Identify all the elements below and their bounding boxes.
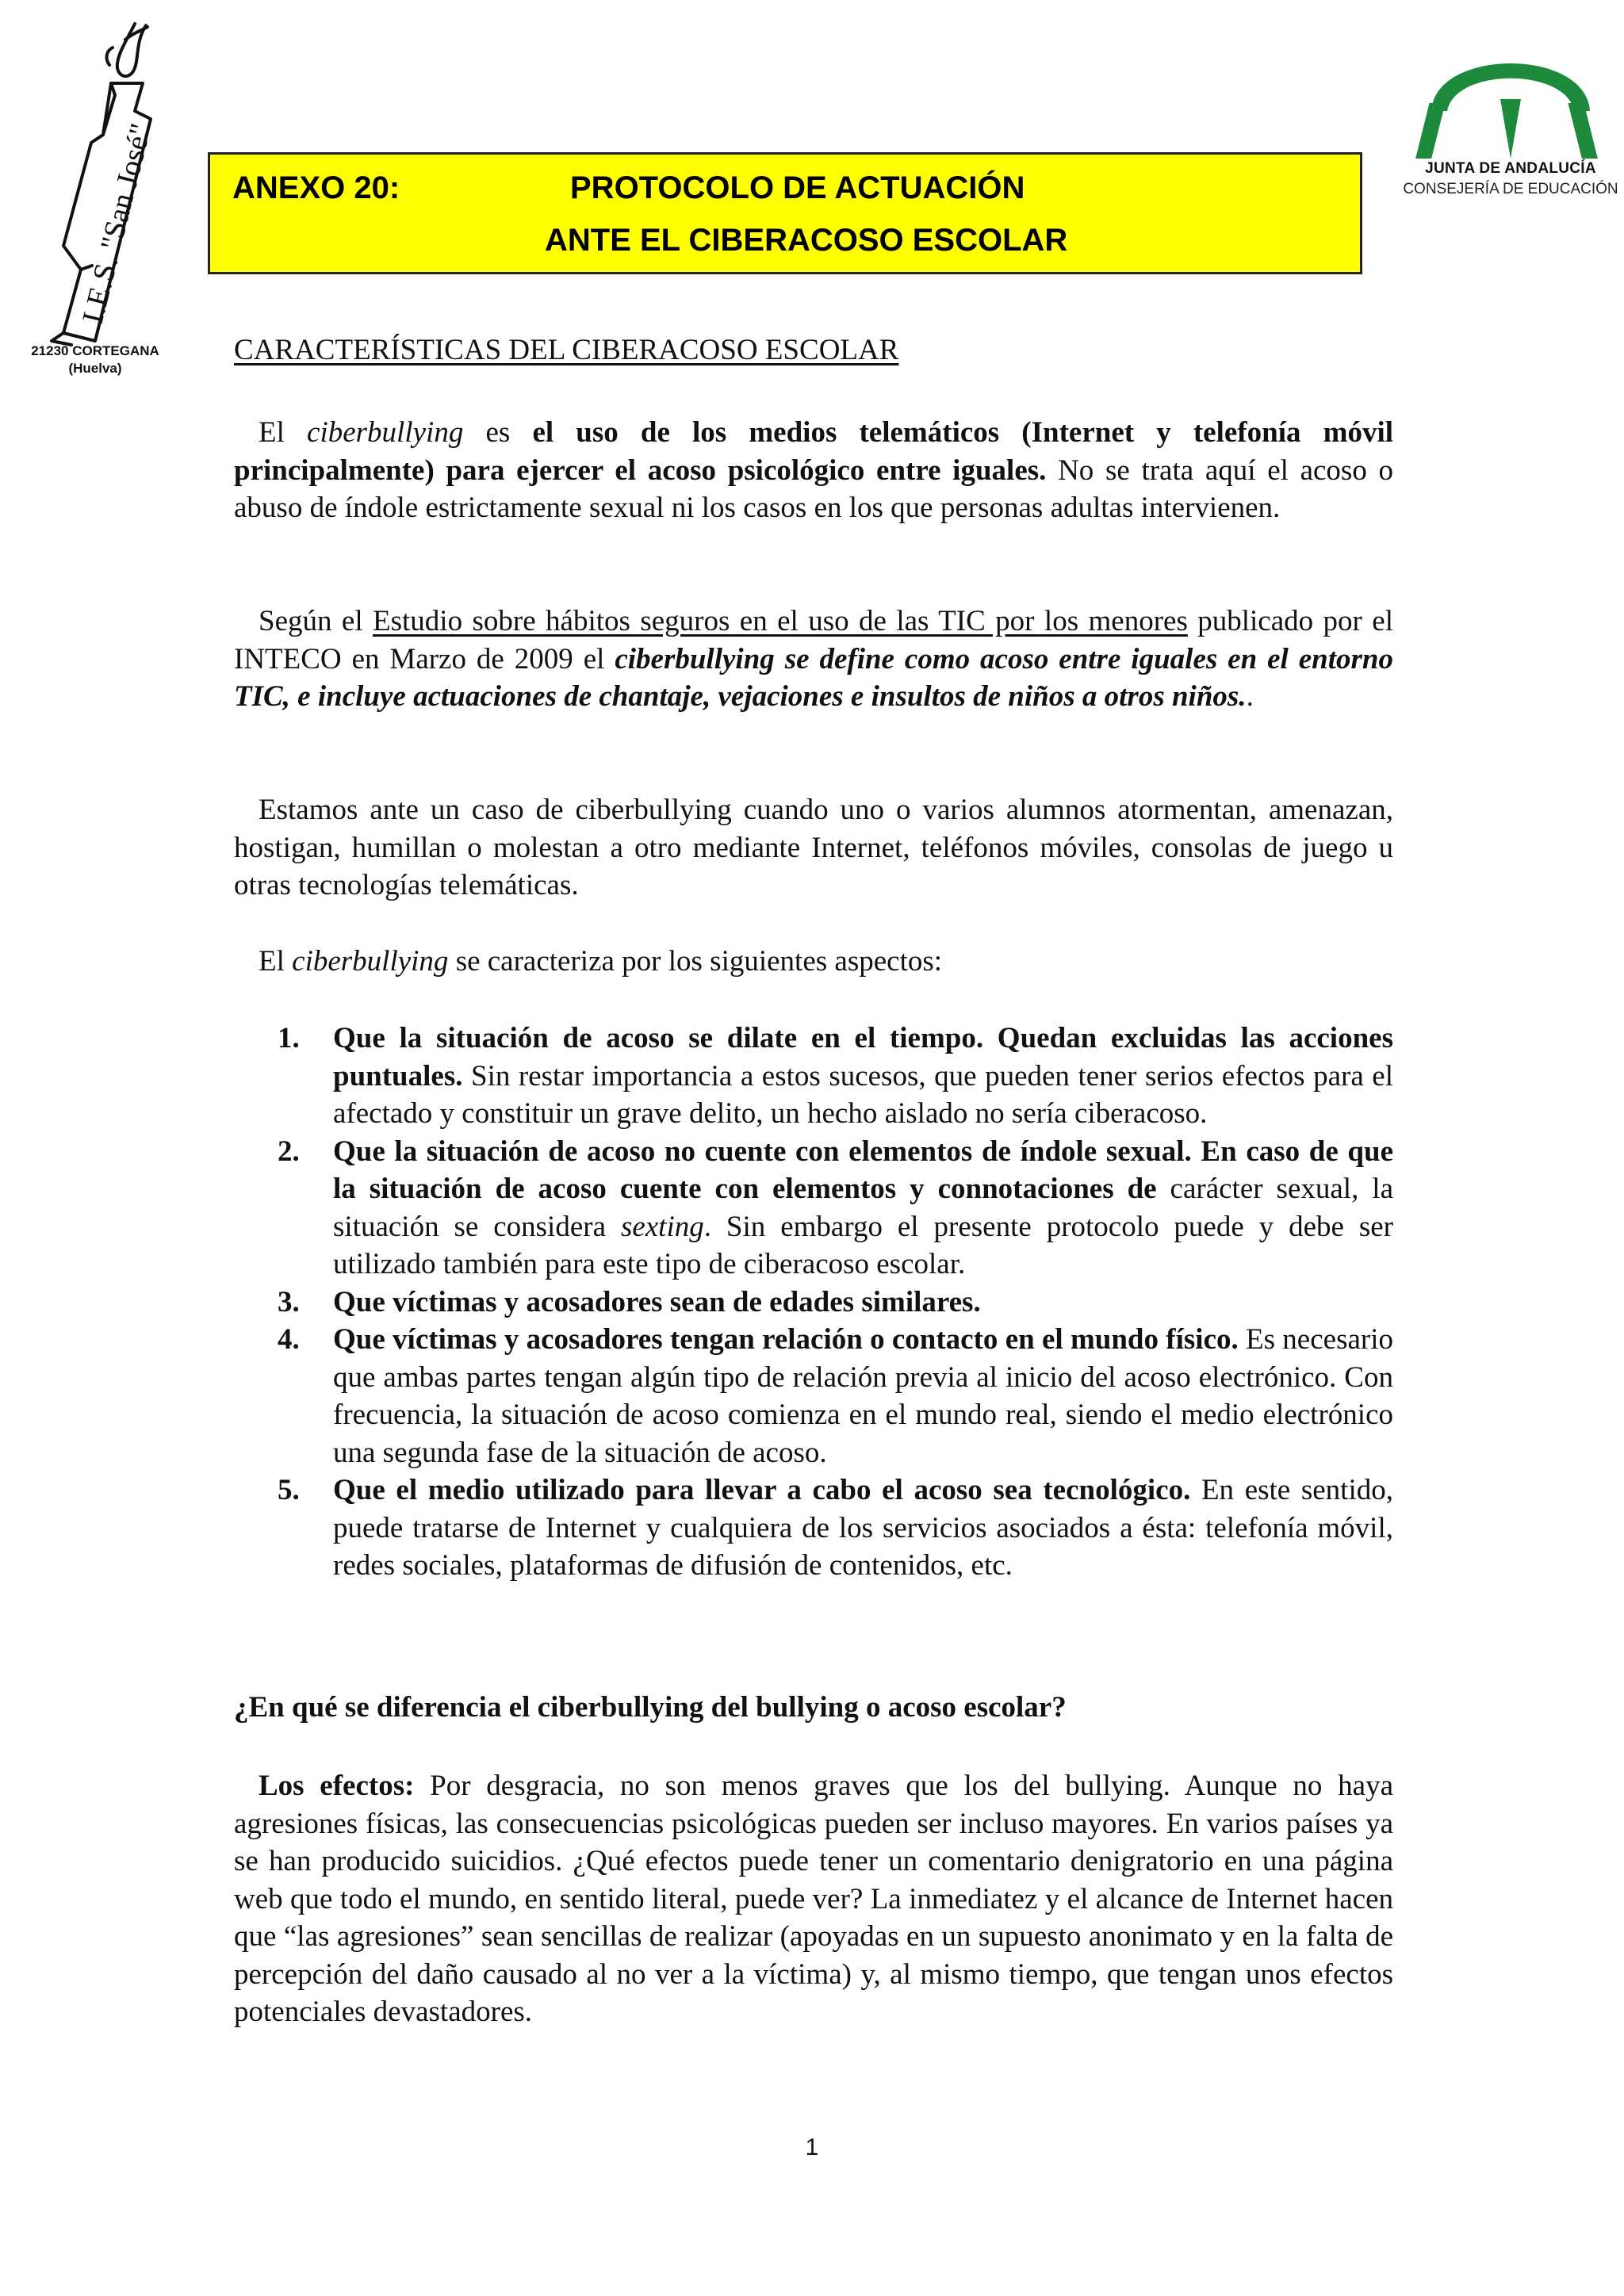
aspects-list	[278, 1020, 1393, 1585]
paragraph-effects: Los efectos: Por desgracia, no son menos graves que los del bullying. Aunque no haya agresiones físicas, las consecuencias psicológicas pueden ser incluso mayores. En varios países ya se han producido suicidios. ¿Qué efectos puede tener un comentario denigratorio en una página web que todo el mundo, en sentido literal, puede ver? La inmediatez y el alcance de Internet hacen que “las agresiones” sean sencillas de realizar (apoyadas en un supuesto anonimato y en la falta de percepción del daño causado al no ver a la víctima) y, al mismo tiempo, que tengan unos efectos potenciales devastadores.	[234, 1770, 1393, 2028]
page-number: 1	[805, 2134, 819, 2160]
definition-bold: el uso de los medios telemáticos (Internet y telefonía móvil principalmente) para ejercer el acoso psicológico entre iguales.	[234, 416, 1394, 487]
header-box	[208, 152, 1362, 274]
list-item: 3. Que víctimas y acosadores sean de edades similares.	[278, 1285, 981, 1318]
annex-label: ANEXO 20:	[232, 170, 400, 205]
paragraph-definition: El ciberbullying es el uso de los medios telemáticos (Internet y telefonía móvil principalmente) para ejercer el acoso psicológico entre iguales. No se trata aquí el acoso o abuso de índole estrictamente sexual ni los casos en los que personas adultas intervienen.	[234, 416, 1394, 524]
study-title: Estudio sobre hábitos seguros en el uso de las TIC por los menores	[373, 605, 1188, 637]
list-item: 4. Que víctimas y acosadores tengan relación o contacto en el mundo físico. Es necesario que ambas partes tengan algún tipo de relación previa al inicio del acoso electrónico. Con frecuencia, la situación de acoso comienza en el mundo real, siendo el medio electrónico una segunda fase de la situación de acoso.	[278, 1323, 1393, 1469]
junta-name: JUNTA DE ANDALUCÍA	[1425, 160, 1596, 177]
list-item: 2. Que la situación de acoso no cuente con elementos de índole sexual. En caso de que la situación de acoso cuente con elementos y connotaciones de carácter sexual, la situación se considera sexting. Sin embargo el presente protocolo puede y debe ser utilizado también para este tipo de ciberacoso escolar.	[278, 1135, 1394, 1280]
school-address-line1: 21230 CORTEGANA	[31, 343, 159, 358]
school-logo-text: I.E.S. "San José"	[75, 120, 159, 327]
inteco-definition: ciberbullying se define como acoso entre iguales en el entorno TIC, e incluye actuaciones de chantaje, vejaciones e insultos de niños a otros niños.	[234, 642, 1393, 713]
header-title-line2: ANTE EL CIBERACOSO ESCOLAR	[545, 223, 1068, 258]
effects-label: Los efectos:	[259, 1770, 415, 1802]
paragraph-inteco: Según el Estudio sobre hábitos seguros en el uso de las TIC por los menores publicado por el INTECO en Marzo de 2009 el ciberbullying se define como acoso entre iguales en el entorno TIC, e incluye actuaciones de chantaje, vejaciones e insultos de niños a otros niños..	[234, 605, 1393, 713]
junta-logo	[1404, 16, 1618, 206]
school-address-line2: (Huelva)	[68, 361, 122, 376]
paragraph-case: Estamos ante un caso de ciberbullying cuando uno o varios alumnos atormentan, amenazan, hostigan, humillan o molestan a otro mediante Internet, teléfonos móviles, consolas de juego u otras tecnologías telemáticas.	[234, 794, 1393, 901]
school-address	[16, 342, 174, 377]
list-item: 5. Que el medio utilizado para llevar a cabo el acoso sea tecnológico. En este sentido, puede tratarse de Internet y cualquiera de los servicios asociados a ésta: telefonía móvil, redes sociales, plataformas de difusión de contenidos, etc.	[278, 1474, 1393, 1582]
term-ciberbullying: ciberbullying	[307, 416, 464, 449]
question-heading: ¿En qué se diferencia el ciberbullying del bullying o acoso escolar?	[234, 1691, 1067, 1724]
paragraph-aspects-intro: El ciberbullying se caracteriza por los siguientes aspectos:	[259, 945, 943, 978]
list-item: 1. Que la situación de acoso se dilate en el tiempo. Quedan excluidas las acciones puntuales. Sin restar importancia a estos sucesos, que pueden tener serios efectos para el afectado y constituir un grave delito, un hecho aislado no sería ciberacoso.	[278, 1022, 1393, 1130]
junta-department: CONSEJERÍA DE EDUCACIÓN	[1403, 181, 1618, 197]
header-title-line1: PROTOCOLO DE ACTUACIÓN	[570, 170, 1025, 205]
section-title: CARACTERÍSTICAS DEL CIBERACOSO ESCOLAR	[234, 334, 899, 366]
school-logo	[16, 8, 174, 381]
